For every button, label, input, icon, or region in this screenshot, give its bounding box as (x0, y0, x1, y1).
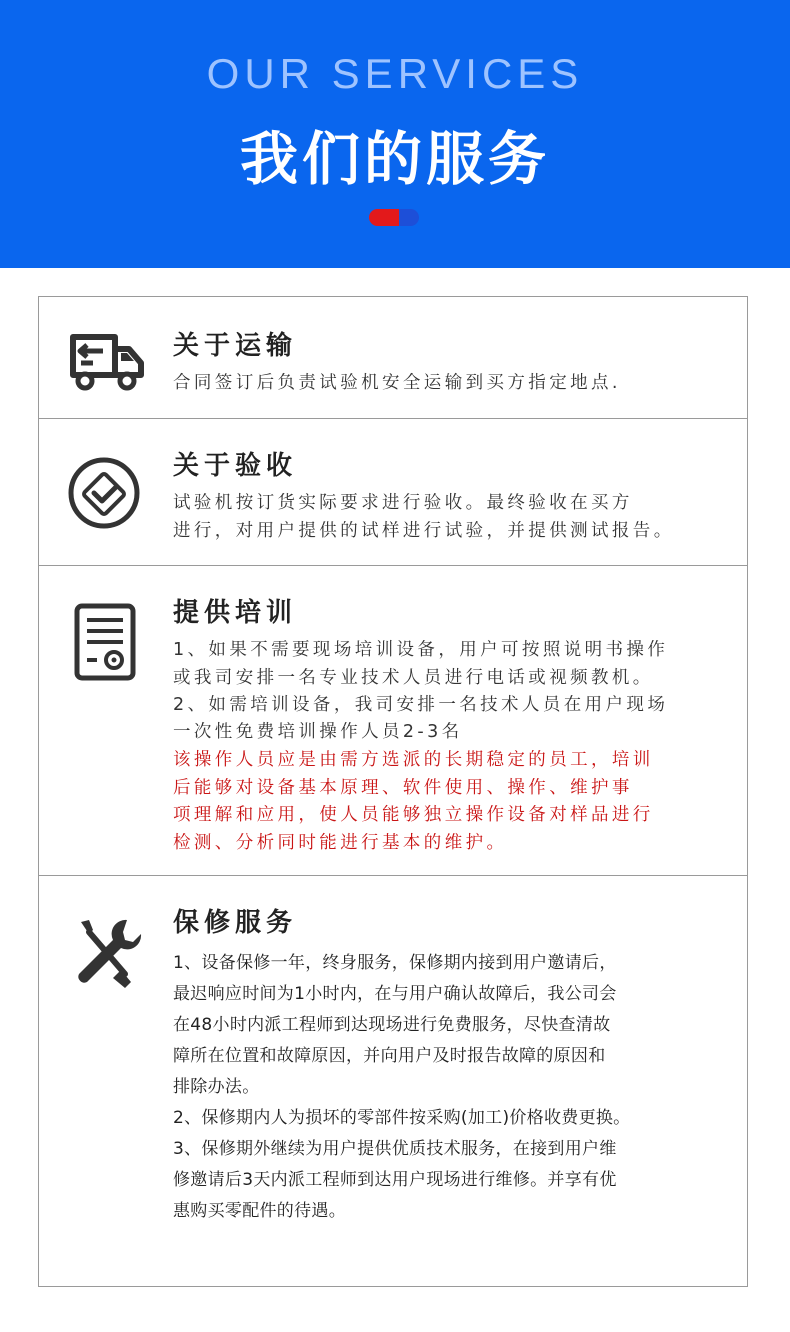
section-text-line: 2、如需培训设备，我司安排一名技术人员在用户现场 (173, 695, 669, 715)
section-warranty (38, 875, 748, 1287)
section-transport (38, 296, 748, 419)
section-text-line: 修邀请后3天内派工程师到达用户现场进行维修。并享有优 (173, 1170, 617, 1190)
header-title-cn: 我们的服务 (239, 125, 550, 193)
header-banner (0, 0, 790, 268)
section-text-line: 进行，对用户提供的试样进行试验，并提供测试报告。 (173, 521, 675, 541)
section-text-line: 排除办法。 (173, 1077, 260, 1097)
section-text-line: 试验机按订货实际要求进行验收。最终验收在买方 (173, 493, 633, 513)
section-text-line: 1、设备保修一年，终身服务，保修期内接到用户邀请后， (173, 953, 617, 973)
section-text-line: 3、保修期外继续为用户提供优质技术服务，在接到用户维 (173, 1139, 617, 1159)
section-text-line: 1、如果不需要现场培训设备，用户可按照说明书操作 (173, 640, 669, 660)
check-circle-icon (67, 455, 147, 535)
section-text-line: 或我司安排一名专业技术人员进行电话或视频教机。 (173, 668, 654, 688)
section-text-line: 障所在位置和故障原因，并向用户及时报告故障的原因和 (173, 1046, 606, 1066)
section-title: 关于运输 (173, 331, 298, 361)
section-text-line: 一次性免费培训操作人员2-3名 (173, 722, 463, 742)
section-warning-line: 项理解和应用，使人员能够独立操作设备对样品进行 (173, 805, 654, 825)
section-warning-line: 检测、分析同时能进行基本的维护。 (173, 833, 508, 853)
header-accent-bar (369, 209, 419, 226)
section-text-line: 2、保修期内人为损坏的零部件按采购(加工)价格收费更换。 (173, 1108, 631, 1128)
wrench-screwdriver-icon (67, 914, 147, 994)
section-text-line: 在48小时内派工程师到达现场进行免费服务，尽快查清故 (173, 1015, 611, 1035)
section-text-line: 惠购买零配件的待遇。 (173, 1201, 346, 1221)
section-warning-line: 后能够对设备基本原理、软件使用、操作、维护事 (173, 778, 633, 798)
section-acceptance (38, 418, 748, 566)
section-text-line: 合同签订后负责试验机安全运输到买方指定地点. (173, 373, 621, 393)
section-title: 关于验收 (173, 451, 298, 481)
section-training (38, 565, 748, 876)
section-text-line: 最迟响应时间为1小时内，在与用户确认故障后，我公司会 (173, 984, 617, 1004)
section-title: 提供培训 (173, 598, 298, 628)
header-title-en: OUR SERVICES (206, 50, 584, 97)
document-icon (67, 602, 147, 682)
section-warning-line: 该操作人员应是由需方选派的长期稳定的员工，培训 (173, 750, 654, 770)
truck-icon (67, 323, 147, 403)
section-title: 保修服务 (173, 908, 298, 938)
